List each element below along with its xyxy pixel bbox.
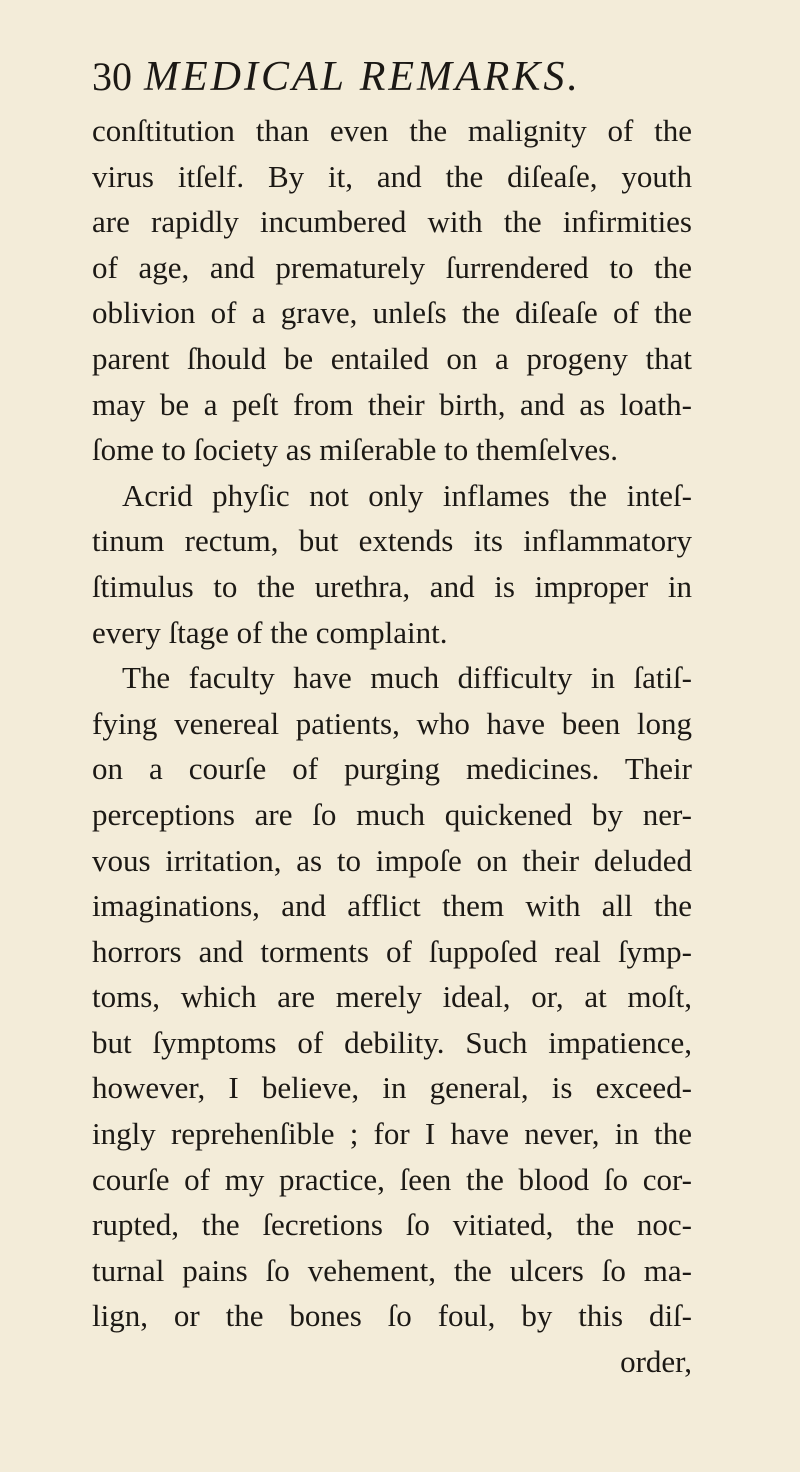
text-line: fying venereal patients, who have been long <box>92 705 692 741</box>
paragraph-start-line: The faculty have much difficulty in ſatiſ- <box>122 660 692 696</box>
text-line: ingly reprehenſible ; for I have never, in the <box>92 1116 692 1152</box>
text-line: parent ſhould be entailed on a progeny that <box>92 340 692 376</box>
text-line: vous irritation, as to impoſe on their deluded <box>92 842 692 878</box>
text-line: every ſtage of the complaint. <box>92 614 448 650</box>
text-line: ſtimulus to the urethra, and is improper in <box>92 568 692 604</box>
text-line: ſome to ſociety as miſerable to themſelves. <box>92 432 618 468</box>
body-text <box>92 108 692 1385</box>
text-line: tinum rectum, but extends its inflammatory <box>92 523 692 559</box>
text-line: are rapidly incumbered with the infirmities <box>92 204 692 240</box>
catchword-row <box>92 1339 692 1385</box>
text-line: on a courſe of purging medicines. Their <box>92 751 692 787</box>
text-line: rupted, the ſecretions ſo vitiated, the noc- <box>92 1207 692 1243</box>
text-line: perceptions are ſo much quickened by ner- <box>92 796 692 832</box>
running-head: MEDICAL REMARKS. <box>144 54 581 100</box>
paragraph-start-line: Acrid phyſic not only inflames the inteſ- <box>122 477 692 513</box>
text-line: imaginations, and afflict them with all the <box>92 888 692 924</box>
text-line: lign, or the bones ſo foul, by this diſ- <box>92 1298 692 1334</box>
text-line: turnal pains ſo vehement, the ulcers ſo ma- <box>92 1252 692 1288</box>
text-line: but ſymptoms of debility. Such impatience, <box>92 1024 692 1060</box>
text-line: horrors and torments of ſuppoſed real ſymp- <box>92 933 692 969</box>
text-line: conſtitution than even the malignity of the <box>92 113 692 148</box>
text-line: of age, and prematurely ſurrendered to the <box>92 249 692 285</box>
text-line: virus itſelf. By it, and the diſeaſe, youth <box>92 158 692 194</box>
text-line: courſe of my practice, ſeen the blood ſo cor- <box>92 1161 692 1197</box>
page-number: 30 <box>92 54 132 99</box>
text-line: oblivion of a grave, unleſs the diſeaſe of the <box>92 295 692 331</box>
catchword: order, <box>620 1344 692 1380</box>
page-header <box>92 52 732 102</box>
text-line: may be a peſt from their birth, and as loath- <box>92 386 692 422</box>
text-line: toms, which are merely ideal, or, at moſt, <box>92 979 692 1015</box>
text-line: however, I believe, in general, is exceed- <box>92 1070 692 1106</box>
